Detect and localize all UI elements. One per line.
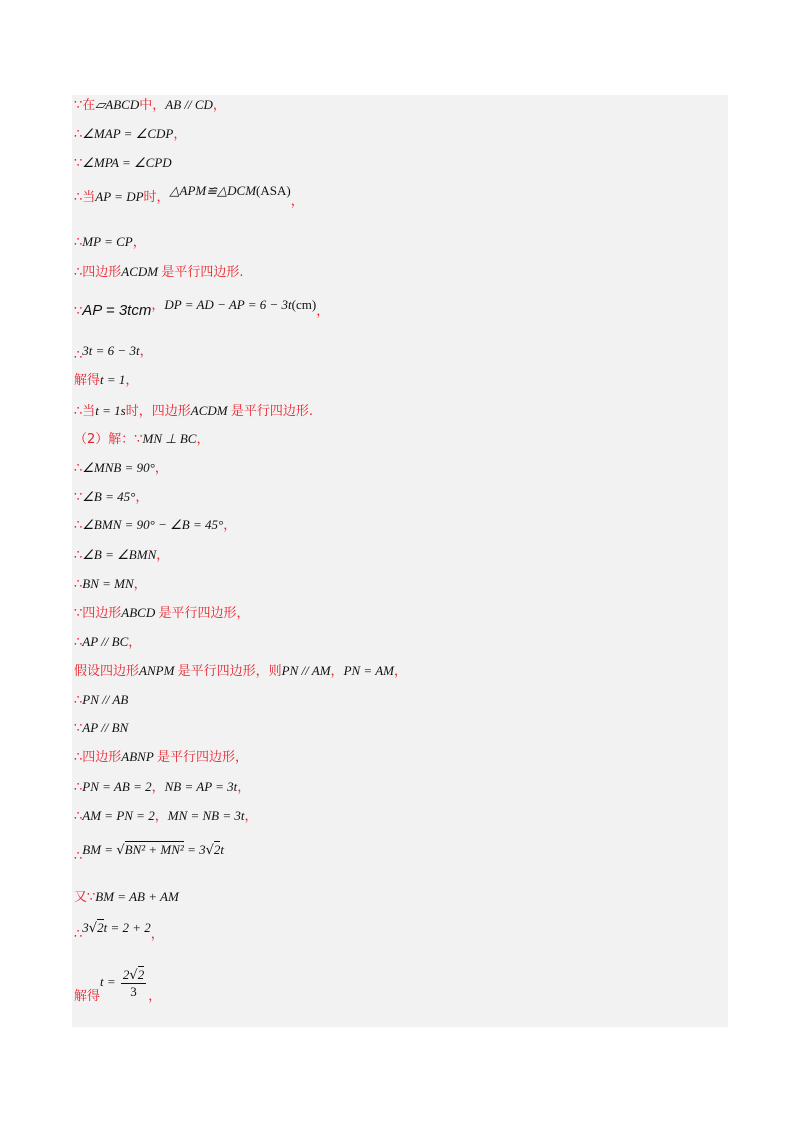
- sqrt-icon: √: [205, 843, 214, 858]
- line-2: ∴∠MAP = ∠CDP，: [74, 126, 187, 142]
- line-1: ∵在▱ABCD中，AB // CD，: [74, 97, 226, 113]
- line-5: ∴MP = CP，: [74, 234, 146, 250]
- line-6: ∴四边形ACDM 是平行四边形.: [74, 264, 244, 280]
- line-9: 解得t = 1，: [74, 372, 139, 388]
- line-27: ∴3√2t = 2 + 2，: [74, 920, 164, 942]
- line-24: ∴AM = PN = 2，MN = NB = 3t，: [74, 808, 258, 824]
- line-7: ∵AP = 3tcm，DP = AD − AP = 6 − 3t(cm)，: [74, 297, 330, 319]
- line-23: ∴PN = AB = 2，NB = AP = 3t，: [74, 779, 251, 795]
- line-15: ∴∠B = ∠BMN，: [74, 547, 170, 563]
- sqrt-icon: √: [129, 968, 138, 983]
- line-11: （2）解：∵MN ⊥ BC，: [74, 431, 210, 447]
- line-22: ∴四边形ABNP 是平行四边形，: [74, 749, 249, 765]
- line-8: ∴3t = 6 − 3t，: [74, 343, 153, 363]
- sqrt-icon: √: [88, 921, 98, 936]
- line-20: ∴PN // AB: [74, 692, 129, 708]
- line-26: 又∵BM = AB + AM: [74, 889, 179, 905]
- line-28: 解得t = $\frac{2√2}{3}$ ，: [74, 967, 162, 1004]
- line-19: 假设四边形ANPM 是平行四边形，则PN // AM，PN = AM，: [74, 663, 407, 679]
- line-21: ∵AP // BN: [74, 720, 129, 736]
- line-18: ∴AP // BC，: [74, 634, 142, 650]
- line-14: ∴∠BMN = 90° − ∠B = 45°，: [74, 517, 237, 533]
- line-4: ∴当AP = DP时，△APM≌△DCM(ASA)，: [74, 183, 304, 209]
- line-13: ∵∠B = 45°，: [74, 489, 149, 505]
- solution-panel: [72, 95, 728, 1027]
- line-12: ∴∠MNB = 90°，: [74, 460, 168, 476]
- fraction: $\frac{2√2}{3}$: [122, 967, 145, 999]
- line-17: ∵四边形ABCD 是平行四边形，: [74, 605, 250, 621]
- line-16: ∴BN = MN，: [74, 576, 147, 592]
- line-10: ∴当t = 1s时，四边形ACDM 是平行四边形.: [74, 403, 313, 419]
- line-3: ∵∠MPA = ∠CPD: [74, 155, 172, 171]
- sqrt-icon: √: [116, 843, 125, 858]
- line-25: ∴BM = √BN² + MN² = 3√2t: [74, 842, 225, 864]
